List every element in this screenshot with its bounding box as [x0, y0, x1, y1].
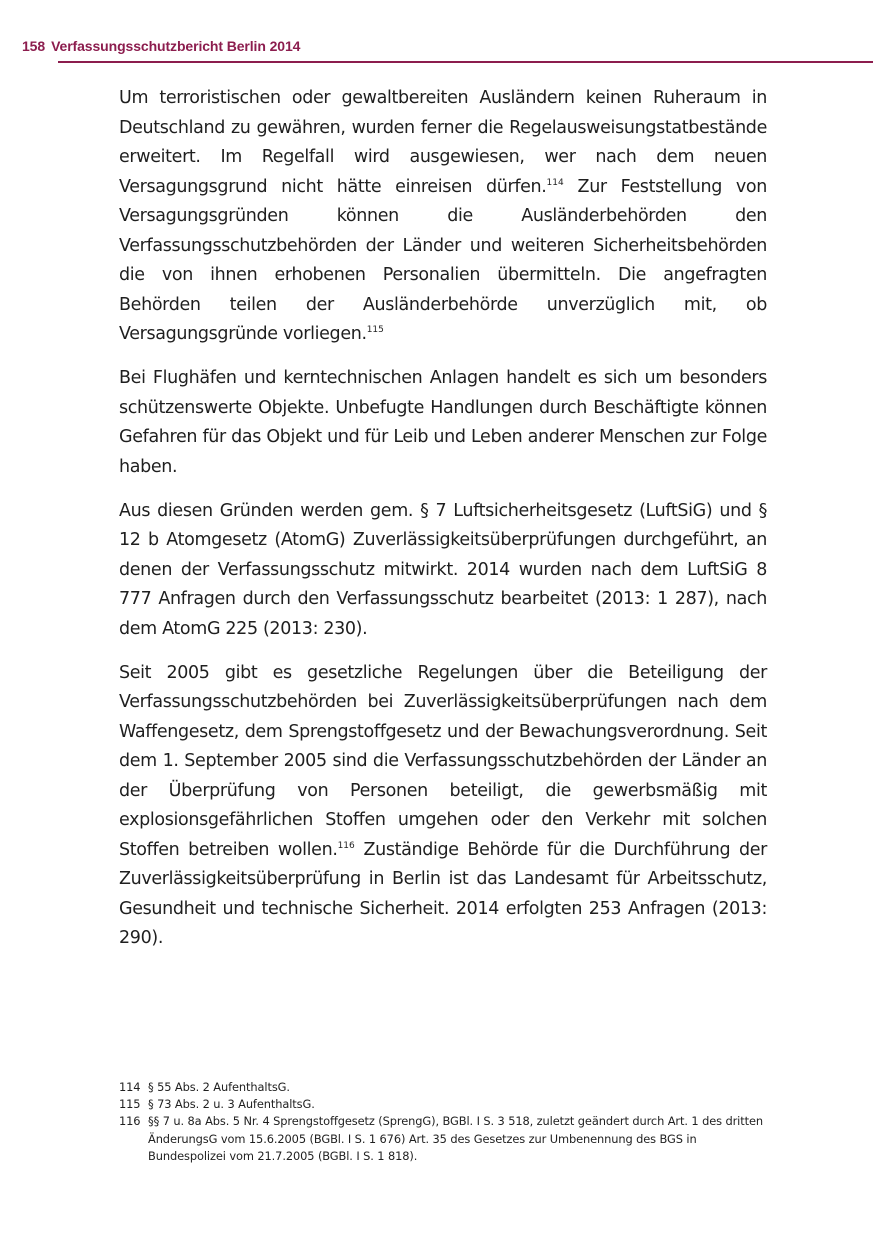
body-text [119, 84, 767, 968]
footnote [119, 1096, 767, 1113]
footnote-ref: 116 [337, 840, 355, 851]
running-header [22, 38, 873, 54]
footnote-ref: 115 [366, 325, 384, 335]
paragraph [119, 84, 767, 350]
footnote-number: 116 [119, 1114, 141, 1129]
paragraph [119, 364, 767, 482]
paragraph [119, 497, 767, 645]
footnote-number: 115 [119, 1097, 141, 1112]
header-rule [58, 61, 873, 63]
footnotes [119, 1079, 767, 1165]
paragraph-text: Seit 2005 gibt es gesetzliche Regelungen über die Beteiligung der Verfassungsschutzbehörden bei Zuverlässigkeitsüberprüfungen nach dem Waffengesetz, dem Sprengstoffgesetz und der Bewachungsverordnung. Seit dem 1. September 2005 sind die Verfassungsschutzbehörden der Länder an der Überprüfung von Personen beteiligt, die gewerbsmäßig mit explosionsgefährlichen Stoffen umgehen oder den Verkehr mit solchen Stoffen betreiben wollen. [119, 662, 767, 860]
footnote-ref: 114 [546, 177, 564, 188]
footnote [119, 1079, 767, 1096]
paragraph-text: Um terroristischen oder gewaltbereiten Ausländern keinen Ruheraum in Deutschland zu gewähren, wurden ferner die Regelausweisungstatbestände erweitert. Im Regelfall wird ausgewiesen, wer nach dem neuen Versagungsgrund nicht hätte einreisen dürfen. [119, 88, 767, 197]
paragraph-text: Aus diesen Gründen werden gem. § 7 Luftsicherheitsgesetz (LuftSiG) und § 12 b Atomgesetz (AtomG) Zuverlässigkeitsüberprüfungen durchgeführt, an denen der Verfassungsschutz mitwirkt. 2014 wurden nach dem LuftSiG 8 777 Anfragen durch den Verfassungsschutz bearbeitet (2013: 1 287), nach dem AtomG 225 (2013: 230). [119, 500, 767, 639]
paragraph [119, 659, 767, 954]
page-number: 158 [22, 38, 46, 54]
footnote-text: § 55 Abs. 2 AufenthaltsG. [148, 1080, 290, 1094]
paragraph-text: Bei Flughäfen und kerntechnischen Anlagen handelt es sich um besonders schützenswerte Objekte. Unbefugte Handlungen durch Beschäftigte können Gefahren für das Objekt und für Leib und Leben anderer Menschen zur Folge haben. [119, 368, 767, 477]
footnote-text: § 73 Abs. 2 u. 3 AufenthaltsG. [148, 1097, 315, 1112]
report-title: Verfassungsschutzbericht Berlin 2014 [51, 38, 301, 54]
paragraph-text: Zuständige Behörde für die Durchführung der Zuverlässigkeitsüberprüfung in Berlin ist das Landesamt für Arbeitsschutz, Gesundheit und technische Sicherheit. 2014 erfolgten 253 Anfragen (2013: 290). [119, 839, 767, 948]
footnote [119, 1113, 767, 1165]
paragraph-text: Zur Feststellung von Versagungsgründen können die Ausländerbehörden den Verfassungsschutzbehörden der Länder und weiteren Sicherheitsbehörden die von ihnen erhobenen Personalien übermitteln. Die angefragten Behörden teilen der Ausländerbehörde unverzüglich mit, ob Versagungsgründe vorliegen. [119, 176, 767, 344]
footnote-text: §§ 7 u. 8a Abs. 5 Nr. 4 Sprengstoffgesetz (SprengG), BGBl. I S. 3 518, zuletzt geändert durch Art. 1 des dritten ÄnderungsG vom 15.6.2005 (BGBl. I S. 1 676) Art. 35 des Gesetzes zur Umbenennung des BGS in Bundespolizei vom 21.7.2005 (BGBl. I S. 1 818). [148, 1114, 763, 1163]
footnote-number: 114 [119, 1080, 141, 1094]
